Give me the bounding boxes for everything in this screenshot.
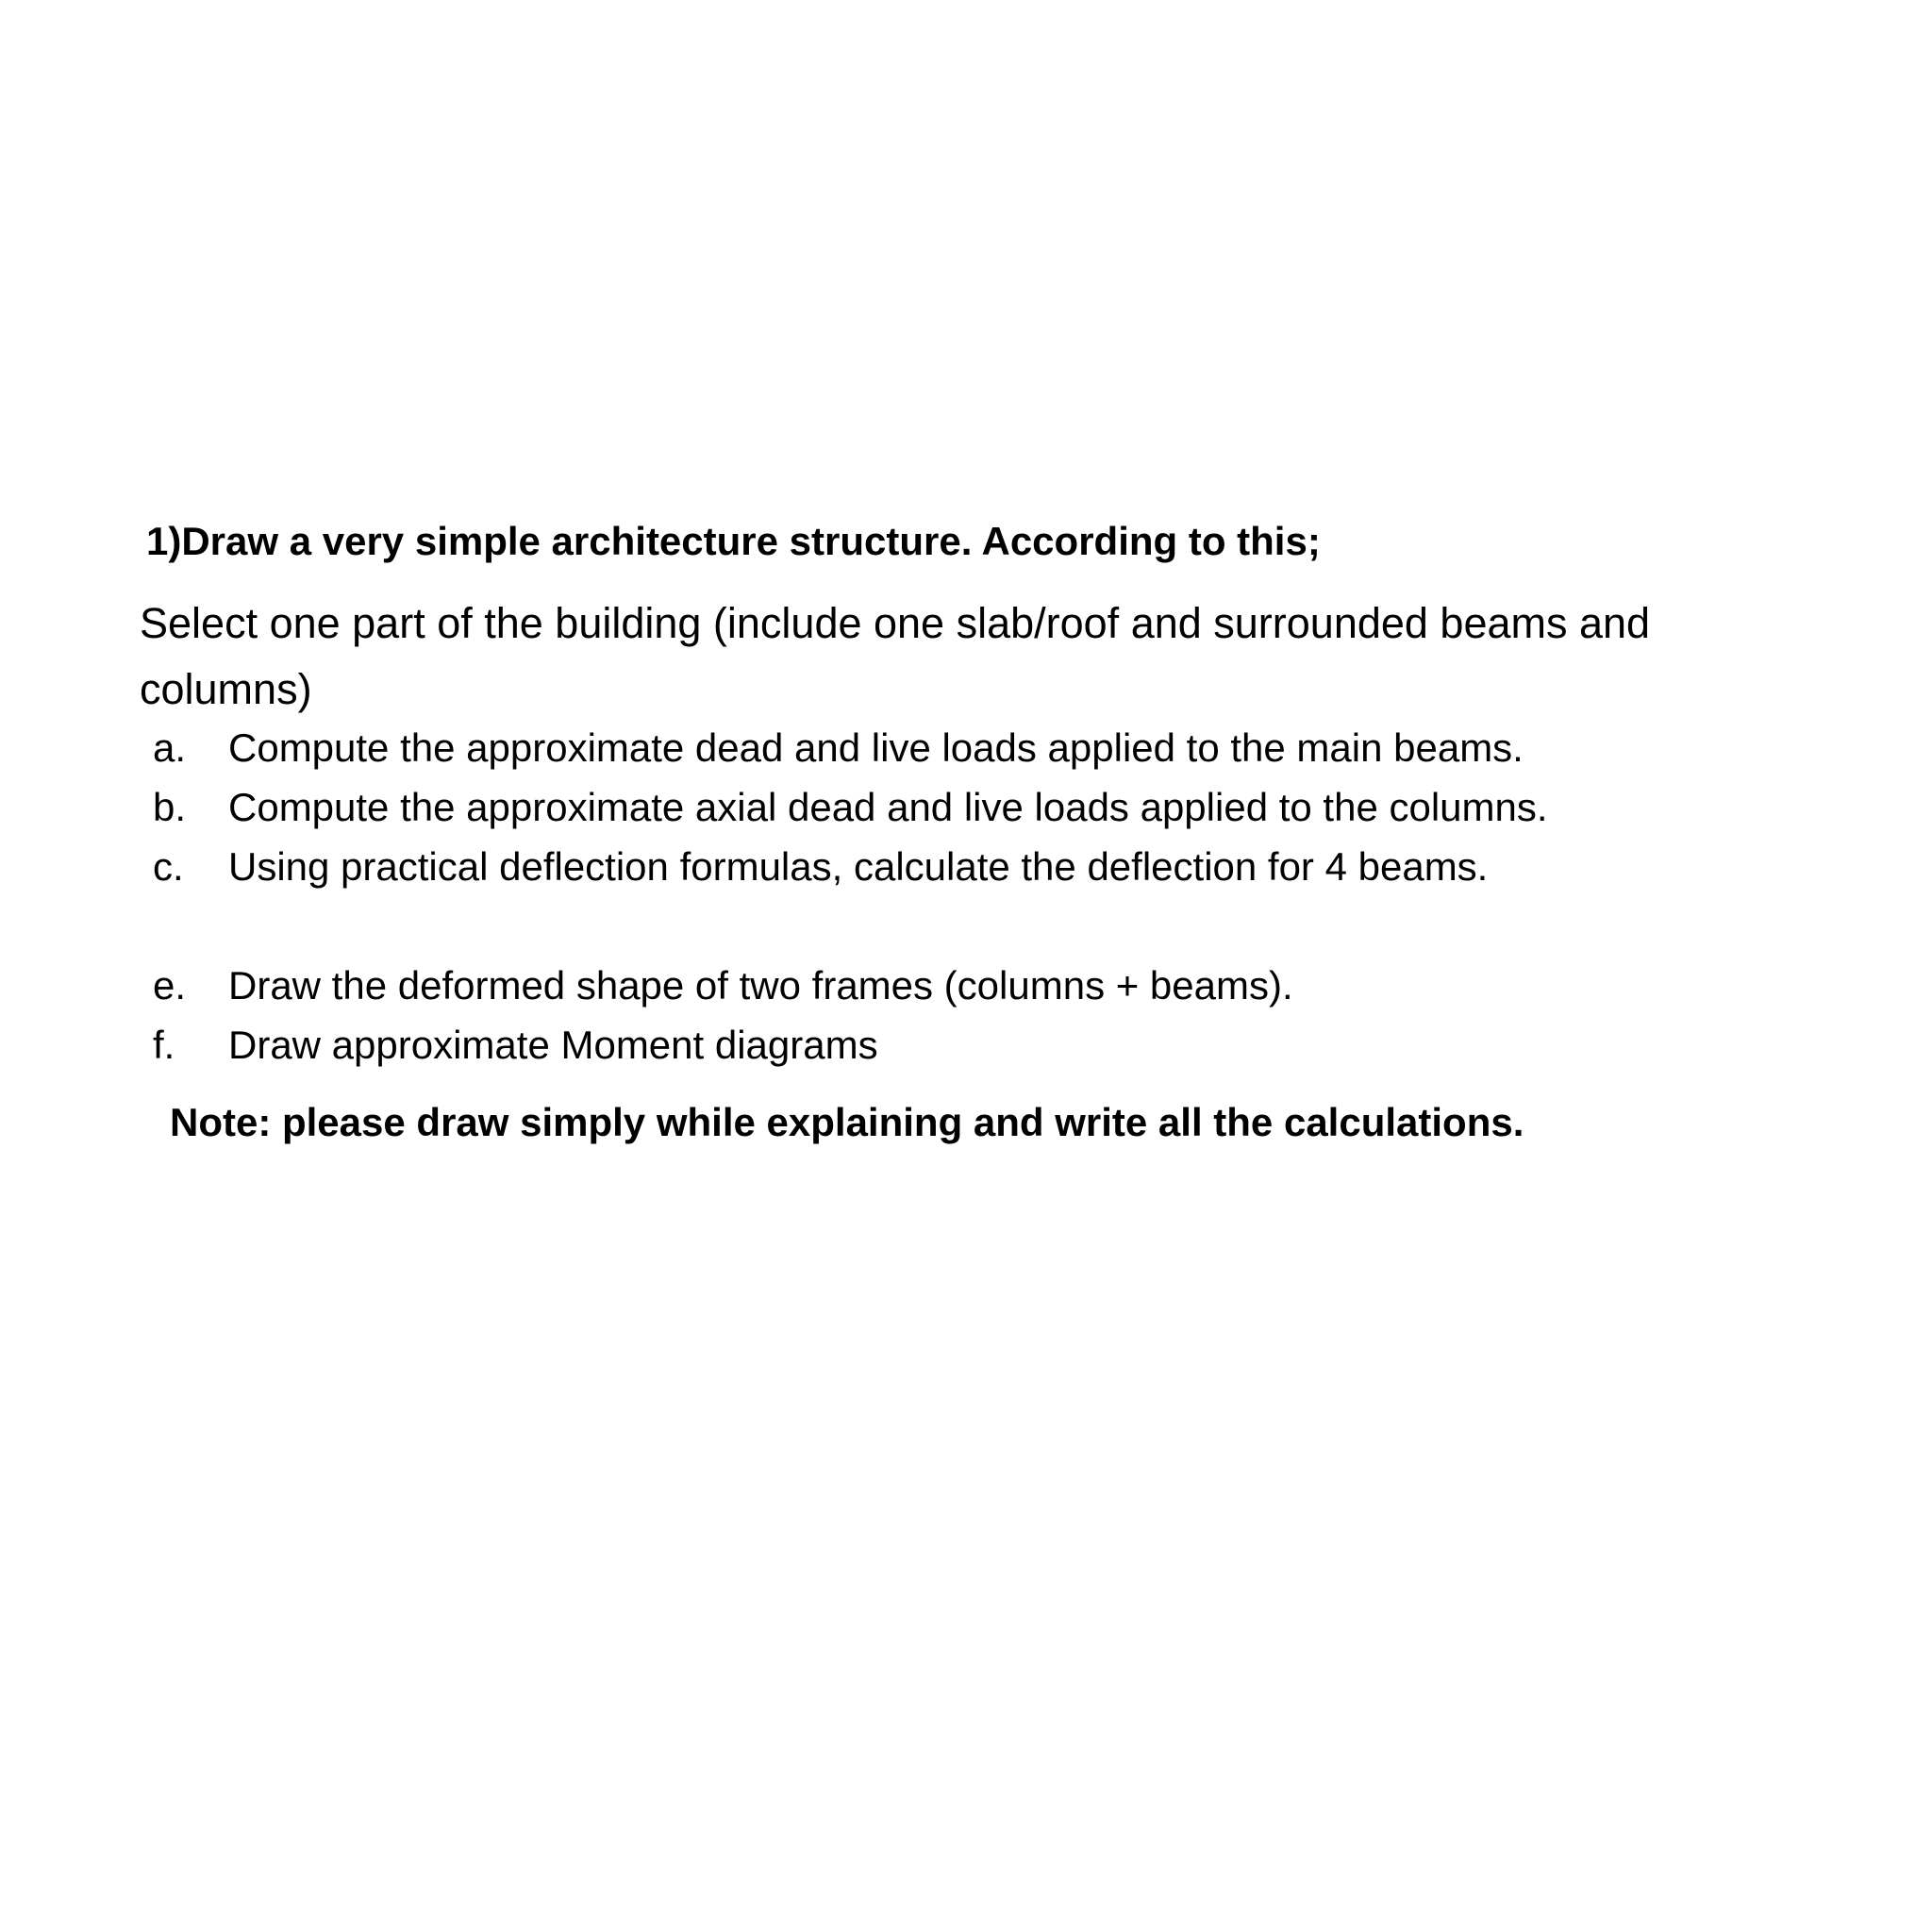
note-text: Note: please draw simply while explaining and write all the calculations.: [170, 1100, 1524, 1144]
list-item-text: Draw approximate Moment diagrams: [228, 1023, 878, 1067]
question-heading: 1)Draw a very simple architecture structure. According to this;: [146, 519, 1321, 563]
list-item-text: Using practical deflection formulas, calculate the deflection for 4 beams.: [228, 844, 1489, 889]
list-marker: f.: [153, 1023, 175, 1067]
list-item-text: Compute the approximate dead and live loads applied to the main beams.: [228, 725, 1524, 770]
list-item: [153, 842, 1489, 891]
list-item: [153, 961, 1293, 1010]
list-item-text: Compute the approximate axial dead and live loads applied to the columns.: [228, 785, 1548, 829]
list-item: [153, 783, 1548, 832]
list-item: [153, 1021, 878, 1070]
list-item-text: Draw the deformed shape of two frames (columns + beams).: [228, 963, 1293, 1008]
list-marker: a.: [153, 725, 187, 770]
list-marker: b.: [153, 785, 187, 829]
list-marker: e.: [153, 963, 187, 1008]
list-item: [153, 724, 1524, 773]
question-intro: Select one part of the building (include one slab/roof and surrounded beams and columns): [140, 599, 1651, 713]
list-marker: c.: [153, 844, 184, 889]
